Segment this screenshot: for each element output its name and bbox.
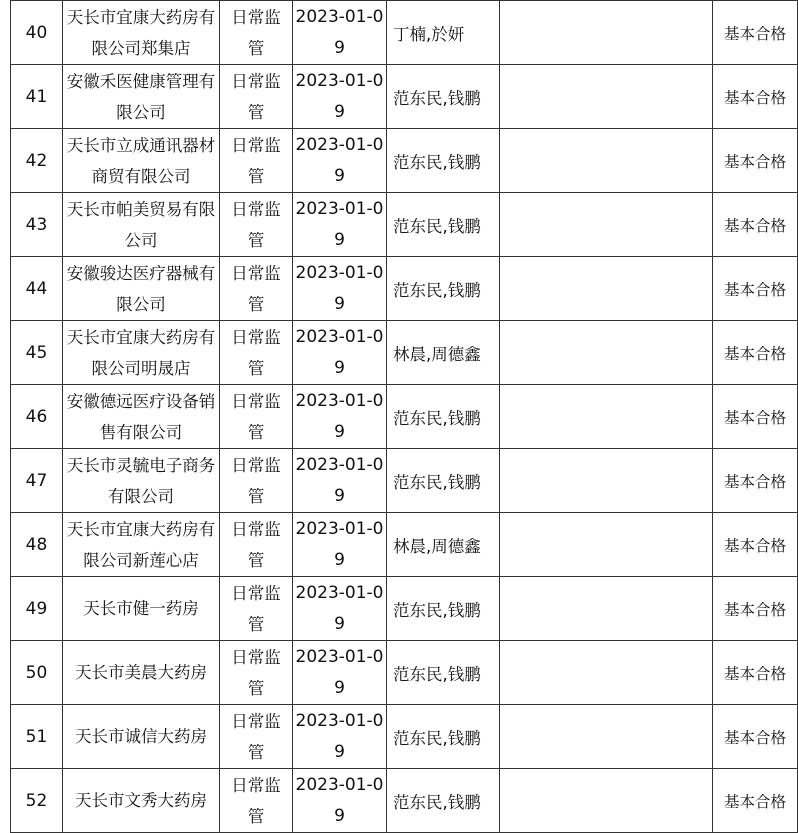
inspectors: 林晨,周德鑫 <box>387 321 500 385</box>
table-row <box>11 129 798 193</box>
table-row <box>11 385 798 449</box>
company-name: 天长市美晨大药房 <box>63 641 220 705</box>
row-number: 42 <box>11 129 63 193</box>
inspection-date: 2023-01-09 <box>293 513 387 577</box>
inspection-type: 日常监管 <box>220 321 293 385</box>
empty-cell <box>500 193 713 257</box>
inspectors: 范东民,钱鹏 <box>387 129 500 193</box>
inspectors: 林晨,周德鑫 <box>387 513 500 577</box>
table-row <box>11 321 798 385</box>
empty-cell <box>500 769 713 833</box>
table-row <box>11 1 798 65</box>
row-number: 43 <box>11 193 63 257</box>
inspection-type: 日常监管 <box>220 385 293 449</box>
empty-cell <box>500 449 713 513</box>
empty-cell <box>500 513 713 577</box>
inspection-result: 基本合格 <box>713 705 798 769</box>
empty-cell <box>500 641 713 705</box>
empty-cell <box>500 129 713 193</box>
company-name: 天长市诚信大药房 <box>63 705 220 769</box>
inspection-type: 日常监管 <box>220 129 293 193</box>
table-row <box>11 641 798 705</box>
row-number: 44 <box>11 257 63 321</box>
row-number: 48 <box>11 513 63 577</box>
inspection-date: 2023-01-09 <box>293 65 387 129</box>
table-row <box>11 449 798 513</box>
inspection-date: 2023-01-09 <box>293 257 387 321</box>
inspection-type: 日常监管 <box>220 769 293 833</box>
inspection-date: 2023-01-09 <box>293 321 387 385</box>
row-number: 47 <box>11 449 63 513</box>
inspectors: 范东民,钱鹏 <box>387 705 500 769</box>
inspection-result: 基本合格 <box>713 65 798 129</box>
inspection-type: 日常监管 <box>220 513 293 577</box>
inspection-date: 2023-01-09 <box>293 129 387 193</box>
inspection-result: 基本合格 <box>713 769 798 833</box>
table-row <box>11 193 798 257</box>
company-name: 安徽禾医健康管理有限公司 <box>63 65 220 129</box>
inspectors: 范东民,钱鹏 <box>387 385 500 449</box>
company-name: 天长市帕美贸易有限公司 <box>63 193 220 257</box>
row-number: 46 <box>11 385 63 449</box>
company-name: 天长市宜康大药房有限公司郑集店 <box>63 1 220 65</box>
inspection-date: 2023-01-09 <box>293 641 387 705</box>
empty-cell <box>500 705 713 769</box>
inspectors: 丁楠,於妍 <box>387 1 500 65</box>
company-name: 安徽骏达医疗器械有限公司 <box>63 257 220 321</box>
empty-cell <box>500 321 713 385</box>
company-name: 天长市宜康大药房有限公司新莲心店 <box>63 513 220 577</box>
table-row <box>11 705 798 769</box>
inspection-result: 基本合格 <box>713 129 798 193</box>
table-row <box>11 257 798 321</box>
table-row <box>11 513 798 577</box>
inspection-date: 2023-01-09 <box>293 385 387 449</box>
inspection-result: 基本合格 <box>713 193 798 257</box>
row-number: 45 <box>11 321 63 385</box>
row-number: 41 <box>11 65 63 129</box>
inspection-result: 基本合格 <box>713 321 798 385</box>
inspection-date: 2023-01-09 <box>293 577 387 641</box>
inspection-results-table <box>10 0 798 833</box>
row-number: 40 <box>11 1 63 65</box>
inspection-result: 基本合格 <box>713 257 798 321</box>
company-name: 安徽德远医疗设备销售有限公司 <box>63 385 220 449</box>
empty-cell <box>500 1 713 65</box>
inspection-type: 日常监管 <box>220 193 293 257</box>
inspection-date: 2023-01-09 <box>293 1 387 65</box>
inspectors: 范东民,钱鹏 <box>387 65 500 129</box>
row-number: 51 <box>11 705 63 769</box>
inspection-result: 基本合格 <box>713 449 798 513</box>
empty-cell <box>500 65 713 129</box>
inspection-date: 2023-01-09 <box>293 193 387 257</box>
company-name: 天长市文秀大药房 <box>63 769 220 833</box>
company-name: 天长市宜康大药房有限公司明晟店 <box>63 321 220 385</box>
inspection-type: 日常监管 <box>220 257 293 321</box>
inspection-result: 基本合格 <box>713 385 798 449</box>
inspectors: 范东民,钱鹏 <box>387 641 500 705</box>
table-row <box>11 65 798 129</box>
inspection-type: 日常监管 <box>220 641 293 705</box>
inspection-type: 日常监管 <box>220 705 293 769</box>
table-row <box>11 769 798 833</box>
inspection-result: 基本合格 <box>713 513 798 577</box>
inspection-type: 日常监管 <box>220 65 293 129</box>
inspectors: 范东民,钱鹏 <box>387 257 500 321</box>
inspection-date: 2023-01-09 <box>293 449 387 513</box>
inspectors: 范东民,钱鹏 <box>387 769 500 833</box>
empty-cell <box>500 385 713 449</box>
inspection-date: 2023-01-09 <box>293 769 387 833</box>
inspection-type: 日常监管 <box>220 577 293 641</box>
row-number: 49 <box>11 577 63 641</box>
row-number: 52 <box>11 769 63 833</box>
inspection-type: 日常监管 <box>220 1 293 65</box>
empty-cell <box>500 257 713 321</box>
table-body <box>11 1 798 833</box>
inspectors: 范东民,钱鹏 <box>387 193 500 257</box>
company-name: 天长市立成通讯器材商贸有限公司 <box>63 129 220 193</box>
empty-cell <box>500 577 713 641</box>
inspection-result: 基本合格 <box>713 1 798 65</box>
inspection-result: 基本合格 <box>713 577 798 641</box>
inspectors: 范东民,钱鹏 <box>387 577 500 641</box>
inspection-result: 基本合格 <box>713 641 798 705</box>
company-name: 天长市灵毓电子商务有限公司 <box>63 449 220 513</box>
inspectors: 范东民,钱鹏 <box>387 449 500 513</box>
inspection-date: 2023-01-09 <box>293 705 387 769</box>
company-name: 天长市健一药房 <box>63 577 220 641</box>
row-number: 50 <box>11 641 63 705</box>
inspection-type: 日常监管 <box>220 449 293 513</box>
table-row <box>11 577 798 641</box>
